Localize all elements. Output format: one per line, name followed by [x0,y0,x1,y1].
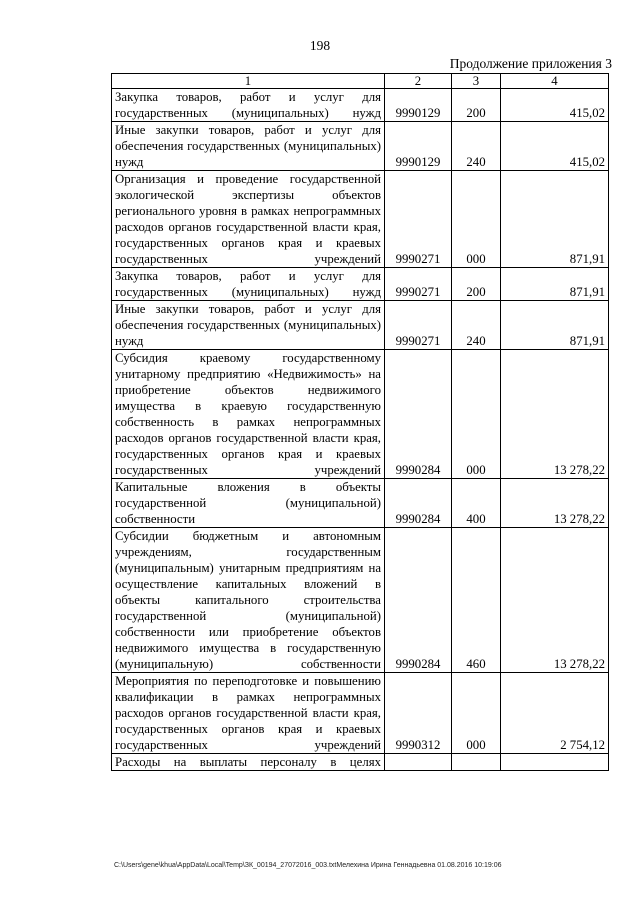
file-path-footer: C:\Users\gene\khua\AppData\Local\Temp\ЗК_00194_27072016_003.txtМелехина Ирина Геннадьевна 01.08.2016 10:19:06 [114,862,502,869]
row-name: Иные закупки товаров, работ и услуг для обеспечения государственных (муниципальных) нужд [112,301,385,350]
table-header-row [112,74,609,89]
row-csr: 9990271 [385,301,452,350]
row-vr: 200 [452,89,501,122]
table-row [112,268,609,301]
row-csr: 9990129 [385,89,452,122]
row-name: Организация и проведение государственной экологической экспертизы объектов регионального уровня в рамках непрограммных расходов органов государственной власти края, государственных органов края и краевых государственных учреждений [112,171,385,268]
row-csr: 9990312 [385,673,452,754]
row-sum: 415,02 [501,122,609,171]
row-sum: 415,02 [501,89,609,122]
table-row-partial [112,754,609,771]
table-row [112,528,609,673]
header-col-1: 1 [112,74,385,89]
header-col-3: 3 [452,74,501,89]
row-csr: 9990271 [385,171,452,268]
row-sum: 2 754,12 [501,673,609,754]
row-csr: 9990284 [385,479,452,528]
row-csr [385,754,452,771]
row-csr: 9990284 [385,350,452,479]
row-name: Закупка товаров, работ и услуг для государственных (муниципальных) нужд [112,89,385,122]
row-sum: 871,91 [501,268,609,301]
row-csr: 9990129 [385,122,452,171]
table-row [112,350,609,479]
row-name: Иные закупки товаров, работ и услуг для обеспечения государственных (муниципальных) нужд [112,122,385,171]
row-csr: 9990284 [385,528,452,673]
row-name: Расходы на выплаты персоналу в целях [112,754,385,771]
row-vr: 240 [452,301,501,350]
budget-table [111,73,609,771]
row-name: Субсидии бюджетным и автономным учреждениям, государственным (муниципальным) унитарным предприятиям на осуществление капитальных вложений в объекты капитального строительства государственной (муниципальной) собственности или приобретение объектов недвижимого имущества в государственную (муниципальную) собственности [112,528,385,673]
row-csr: 9990271 [385,268,452,301]
row-sum: 13 278,22 [501,350,609,479]
row-name: Мероприятия по переподготовке и повышению квалификации в рамках непрограммных расходов органов государственной власти края, государственных органов края и краевых государственных учреждений [112,673,385,754]
row-name: Закупка товаров, работ и услуг для государственных (муниципальных) нужд [112,268,385,301]
page-number: 198 [309,38,331,53]
table-row [112,301,609,350]
row-vr: 240 [452,122,501,171]
appendix-continuation-label: Продолжение приложения 3 [449,56,612,71]
table-row [112,171,609,268]
row-vr [452,754,501,771]
table-row [112,673,609,754]
table-row [112,122,609,171]
row-sum: 871,91 [501,171,609,268]
row-vr: 460 [452,528,501,673]
table-row [112,89,609,122]
table-row [112,479,609,528]
row-vr: 000 [452,673,501,754]
row-vr: 000 [452,171,501,268]
row-sum: 13 278,22 [501,479,609,528]
row-sum: 13 278,22 [501,528,609,673]
row-vr: 200 [452,268,501,301]
row-sum: 871,91 [501,301,609,350]
row-vr: 000 [452,350,501,479]
header-col-2: 2 [385,74,452,89]
row-name: Субсидия краевому государственному унитарному предприятию «Недвижимость» на приобретение объектов недвижимого имущества в краевую государственную собственность в рамках непрограммных расходов органов государственной власти края, государственных органов края и краевых государственных учреждений [112,350,385,479]
header-col-4: 4 [501,74,609,89]
row-sum [501,754,609,771]
row-vr: 400 [452,479,501,528]
row-name: Капитальные вложения в объекты государственной (муниципальной) собственности [112,479,385,528]
